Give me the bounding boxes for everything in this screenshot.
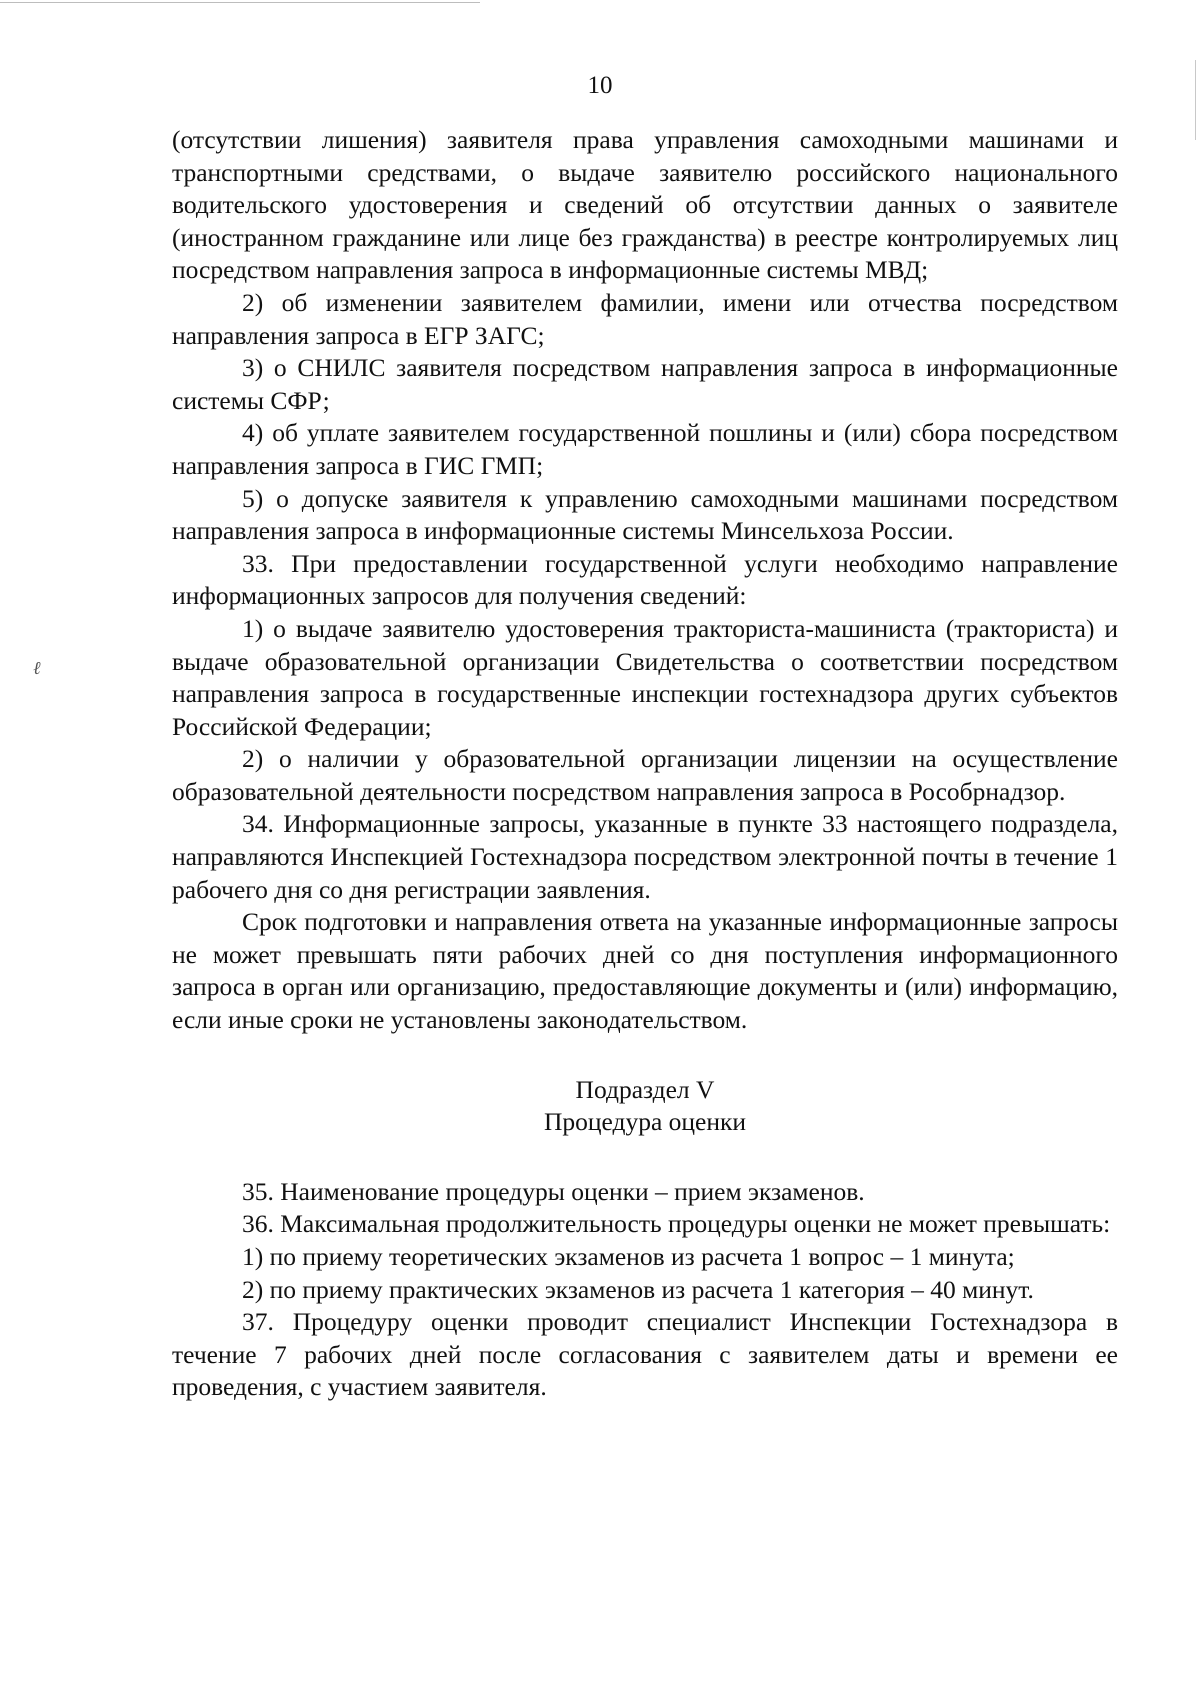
paragraph: 36. Максимальная продолжительность процедуры оценки не может превышать: (242, 1209, 1111, 1239)
paragraph: (отсутствии лишения) заявителя права управления самоходными машинами и транспортными средствами, о выдаче заявителю российского национального водительского удостоверения и сведений об отсутствии данных о заявителе (иностранном гражданине или лице без гражданства) в реестре контролируемых лиц посредством направления запроса в информационные системы МВД; (172, 125, 1118, 285)
paragraph: 2) по приему практических экзаменов из расчета 1 категория – 40 минут. (242, 1274, 1034, 1304)
paragraph: 34. Информационные запросы, указанные в пункте 33 настоящего подраздела, направляются Инспекцией Гостехнадзора посредством электронной почты в течение 1 рабочего дня со дня регистрации заявления. (172, 809, 1118, 904)
paragraphs-bottom (172, 1176, 1118, 1404)
paragraph: 33. При предоставлении государственной услуги необходимо направление информационных запросов для получения сведений: (172, 548, 1118, 611)
margin-mark: ℓ (33, 658, 41, 678)
paragraph: 3) о СНИЛС заявителя посредством направления запроса в информационные системы СФР; (172, 353, 1118, 415)
paragraph: 37. Процедуру оценки проводит специалист Инспекции Гостехнадзора в течение 7 рабочих дней после согласования с заявителем даты и времени ее проведения, с участием заявителя. (172, 1307, 1118, 1402)
paragraphs-top (172, 124, 1118, 1037)
paragraph: 1) по приему теоретических экзаменов из расчета 1 вопрос – 1 минута; (242, 1242, 1015, 1271)
subsection-title: Подраздел V (575, 1074, 715, 1104)
page-number: 10 (587, 72, 613, 99)
paragraph: 4) об уплате заявителем государственной пошлины и (или) сбора посредством направления запроса в ГИС ГМП; (172, 418, 1118, 480)
paragraph: Срок подготовки и направления ответа на указанные информационные запросы не может превышать пяти рабочих дней со дня поступления информационного запроса в орган или организацию, предоставляющие документы и (или) информацию, если иные сроки не установлены законодательством. (172, 907, 1118, 1035)
scan-edge-line (0, 2, 480, 3)
document-body (172, 124, 1118, 1404)
paragraph: 2) о наличии у образовательной организации лицензии на осуществление образовательной деятельности посредством направления запроса в Рособрнадзор. (172, 744, 1118, 806)
subsection-subtitle: Процедура оценки (543, 1107, 747, 1137)
subsection-heading (172, 1074, 1118, 1139)
paragraph: 1) о выдаче заявителю удостоверения тракториста-машиниста (тракториста) и выдаче образовательной организации Свидетельства о соответствии посредством направления запроса в государственные инспекции гостехнадзора других субъектов Российской Федерации; (172, 613, 1118, 741)
paragraph: 2) об изменении заявителем фамилии, имени или отчества посредством направления запроса в ЕГР ЗАГС; (172, 287, 1118, 350)
paragraph: 5) о допуске заявителя к управлению самоходными машинами посредством направления запроса в информационные системы Минсельхоза России. (172, 483, 1118, 546)
paragraph: 35. Наименование процедуры оценки – прием экзаменов. (242, 1176, 865, 1206)
